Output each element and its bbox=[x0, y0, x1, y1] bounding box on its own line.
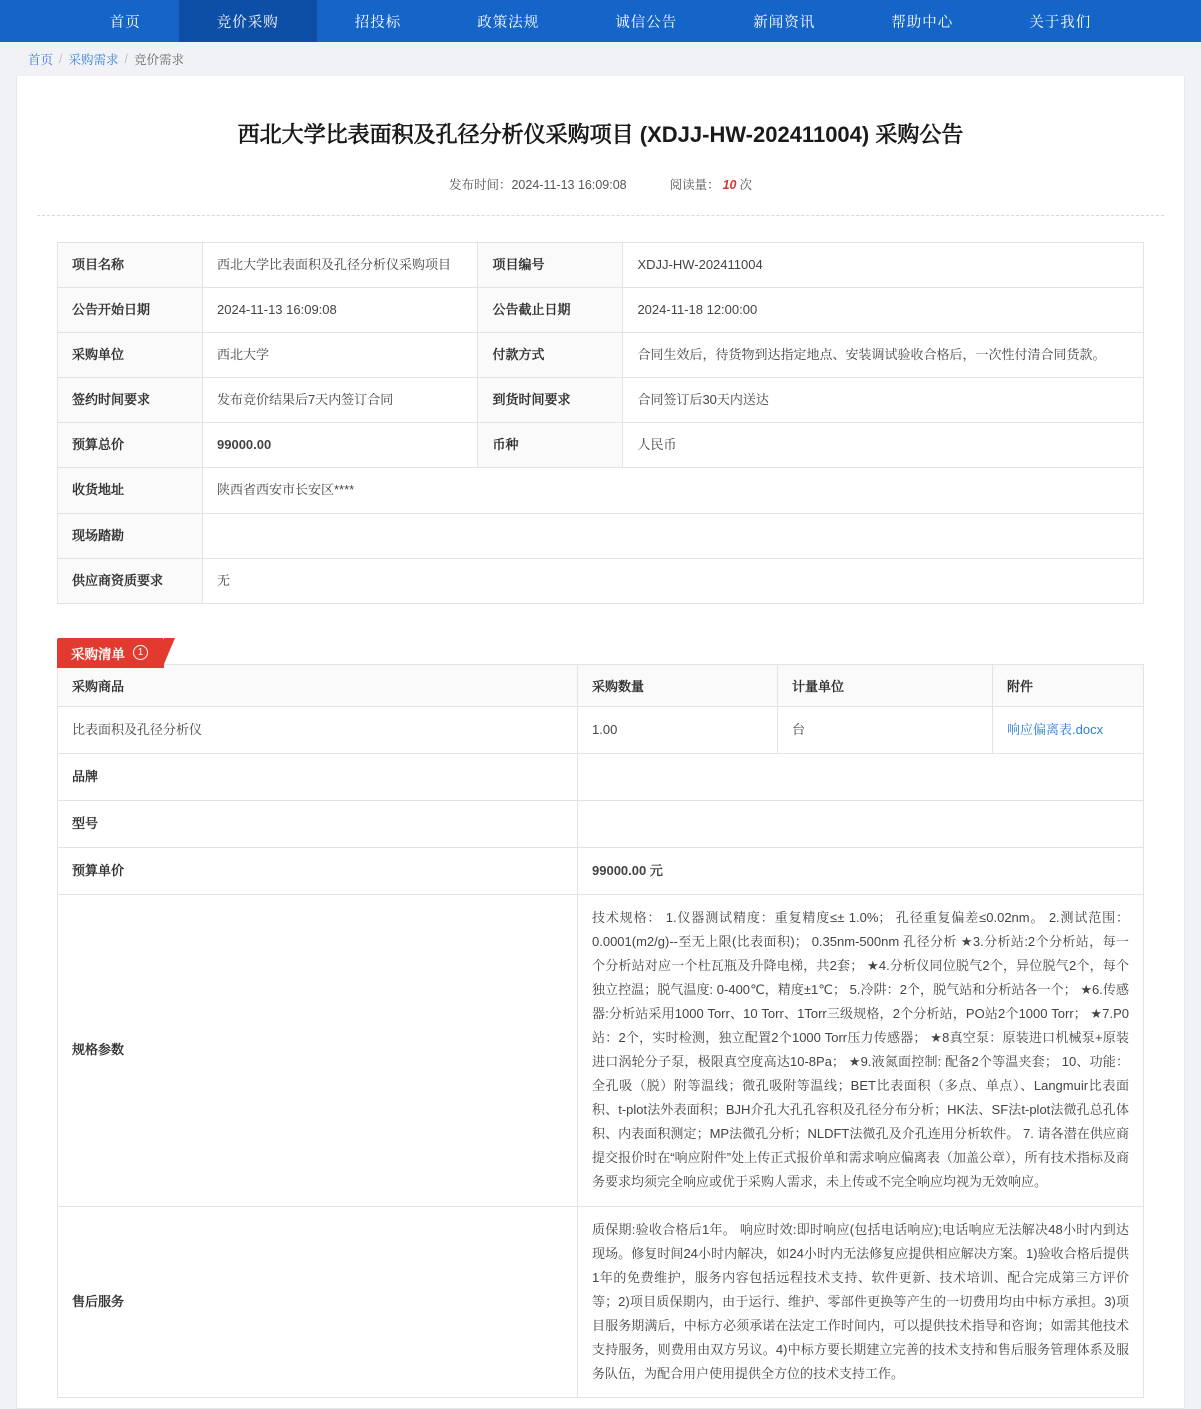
goods-quantity: 1.00 bbox=[578, 706, 778, 753]
label-brand: 品牌 bbox=[58, 753, 578, 800]
label-site-survey: 现场踏勘 bbox=[58, 513, 203, 558]
col-header-goods: 采购商品 bbox=[58, 664, 578, 706]
value-delivery-time: 合同签订后30天内送达 bbox=[623, 378, 1144, 423]
table-row bbox=[58, 847, 1144, 894]
col-header-attachment: 附件 bbox=[993, 664, 1144, 706]
value-unit-price: 99000.00 元 bbox=[578, 847, 1144, 894]
table-row bbox=[58, 513, 1144, 558]
nav-item-about[interactable]: 关于我们 bbox=[1029, 14, 1092, 31]
label-project-name: 项目名称 bbox=[58, 243, 203, 288]
value-purchaser: 西北大学 bbox=[203, 333, 478, 378]
value-payment-method: 合同生效后，待货物到达指定地点、安装调试验收合格后，一次性付清合同货款。 bbox=[623, 333, 1144, 378]
label-specification: 规格参数 bbox=[58, 894, 578, 1206]
table-header-row bbox=[58, 664, 1144, 706]
purchase-list-table bbox=[57, 664, 1144, 1398]
purchase-list-header bbox=[57, 638, 1144, 664]
table-row bbox=[58, 894, 1144, 1206]
goods-unit: 台 bbox=[778, 706, 993, 753]
label-end-date: 公告截止日期 bbox=[478, 288, 623, 333]
breadcrumb-current: 竞价需求 bbox=[134, 53, 185, 67]
breadcrumb-home[interactable]: 首页 bbox=[28, 53, 54, 67]
table-row bbox=[58, 288, 1144, 333]
label-project-code: 项目编号 bbox=[478, 243, 623, 288]
purchase-list-count-badge: 1 bbox=[133, 645, 148, 660]
nav-item-help[interactable]: 帮助中心 bbox=[891, 14, 954, 31]
value-project-name: 西北大学比表面积及孔径分析仪采购项目 bbox=[203, 243, 478, 288]
nav-item-tender[interactable]: 招投标 bbox=[354, 14, 402, 31]
breadcrumb-separator-2: / bbox=[124, 52, 128, 66]
value-site-survey bbox=[203, 513, 1144, 558]
label-payment-method: 付款方式 bbox=[478, 333, 623, 378]
header-divider bbox=[37, 215, 1164, 216]
main-navigation bbox=[0, 0, 1201, 42]
value-delivery-address: 陕西省西安市长安区**** bbox=[203, 468, 1144, 513]
value-end-date: 2024-11-18 12:00:00 bbox=[623, 288, 1144, 333]
breadcrumb-separator: / bbox=[59, 52, 63, 66]
views-unit: 次 bbox=[739, 178, 753, 192]
value-supplier-qualification: 无 bbox=[203, 558, 1144, 603]
views-label: 阅读量： bbox=[669, 178, 720, 192]
attachment-link[interactable]: 响应偏离表.docx bbox=[1007, 721, 1104, 737]
nav-item-policy[interactable]: 政策法规 bbox=[477, 14, 540, 31]
table-row bbox=[58, 333, 1144, 378]
label-currency: 币种 bbox=[478, 423, 623, 468]
purchase-list-label: 采购清单 bbox=[71, 646, 125, 662]
label-after-sales: 售后服务 bbox=[58, 1206, 578, 1397]
breadcrumb-level2[interactable]: 采购需求 bbox=[68, 53, 119, 67]
value-after-sales: 质保期:验收合格后1年。 响应时效:即时响应(包括电话响应);电话响应无法解决48小时内到达现场。修复时间24小时内解决，如24小时内无法修复应提供相应解决方案。1)验收合格后提供1年的免费维护，服务内容包括远程技术支持、软件更新、技术培训、配合完成第三方评价等；2)项目质保期内，由于运行、维护、零部件更换等产生的一切费用均由中标方承担。3)项目服务期满后，中标方必须承诺在法定工作时间内，可以提供技术指导和咨询；如需其他技术支持服务，则费用由双方另议。4)中标方要长期建立完善的技术支持和售后服务管理体系及服务队伍，为配合用户使用提供全方位的技术支持工作。 bbox=[578, 1206, 1144, 1397]
label-model: 型号 bbox=[58, 800, 578, 847]
table-row bbox=[58, 423, 1144, 468]
announcement-page bbox=[16, 76, 1185, 1409]
nav-item-home[interactable]: 首页 bbox=[109, 14, 141, 31]
table-row bbox=[58, 243, 1144, 288]
page-title: 西北大学比表面积及孔径分析仪采购项目 (XDJJ-HW-202411004) 采购公告 bbox=[237, 122, 964, 147]
label-delivery-address: 收货地址 bbox=[58, 468, 203, 513]
article-meta bbox=[17, 151, 1184, 215]
col-header-unit: 计量单位 bbox=[778, 664, 993, 706]
goods-attachment-cell bbox=[993, 706, 1144, 753]
value-start-date: 2024-11-13 16:09:08 bbox=[203, 288, 478, 333]
table-row bbox=[58, 800, 1144, 847]
value-specification: 技术规格： 1.仪器测试精度：重复精度≤± 1.0%； 孔径重复偏差≤0.02nm。 2.测试范围： 0.0001(m2/g)--至无上限(比表面积)； 0.35nm-500nm 孔径分析 ★3.分析站:2个分析站，每一个分析站对应一个杜瓦瓶及升降电梯，共2套； ★4.分析仪同位脱气2个，异位脱气2个，每个独立控温；脱气温度: 0-400℃，精度±1℃； 5.冷阱：2个，脱气站和分析站各一个； ★6.传感器:分析站采用1000 Torr、10 Torr、1Torr三级规格，2个分析站，PO站2个1000 Torr； ★7.P0站：2个，实时检测，独立配置2个1000 Torr压力传感器； ★8真空泵：原装进口机械泵+原装进口涡轮分子泵，极限真空度高达10-8Pa； ★9.液氮面控制: 配备2个等温夹套； 10、功能：全孔吸（脱）附等温线；微孔吸附等温线；BET比表面积（多点、单点）、Langmuir比表面积、t-plot法外表面积；BJH介孔大孔孔容积及孔径分布分析；HK法、SF法t-plot法微孔总孔体积、内表面积测定；MP法微孔分析；NLDFT法微孔及介孔连用分析软件。 7. 请各潜在供应商提交报价时在“响应附件”处上传正式报价单和需求响应偏离表（加盖公章），所有技术指标及商务要求均须完全响应或优于采购人需求，未上传或不完全响应均视为无效响应。 bbox=[578, 894, 1144, 1206]
table-row bbox=[58, 558, 1144, 603]
label-unit-price: 预算单价 bbox=[58, 847, 578, 894]
label-delivery-time: 到货时间要求 bbox=[478, 378, 623, 423]
table-row bbox=[58, 1206, 1144, 1397]
label-sign-time: 签约时间要求 bbox=[58, 378, 203, 423]
breadcrumb bbox=[0, 42, 1201, 76]
publish-time-value: 2024-11-13 16:09:08 bbox=[511, 178, 627, 192]
value-budget-total: 99000.00 bbox=[203, 423, 478, 468]
nav-item-credit-notice[interactable]: 诚信公告 bbox=[615, 14, 678, 31]
publish-time-label: 发布时间： bbox=[448, 178, 512, 192]
value-project-code: XDJJ-HW-202411004 bbox=[623, 243, 1144, 288]
value-sign-time: 发布竞价结果后7天内签订合同 bbox=[203, 378, 478, 423]
col-header-qty: 采购数量 bbox=[578, 664, 778, 706]
purchase-list-ribbon bbox=[57, 638, 164, 668]
label-supplier-qualification: 供应商资质要求 bbox=[58, 558, 203, 603]
table-row bbox=[58, 706, 1144, 753]
value-brand bbox=[578, 753, 1144, 800]
goods-name: 比表面积及孔径分析仪 bbox=[58, 706, 578, 753]
views-count: 10 bbox=[722, 178, 737, 192]
nav-item-news[interactable]: 新闻资讯 bbox=[753, 14, 816, 31]
table-row bbox=[58, 753, 1144, 800]
table-row bbox=[58, 468, 1144, 513]
project-info-table bbox=[57, 242, 1144, 604]
label-start-date: 公告开始日期 bbox=[58, 288, 203, 333]
value-currency: 人民币 bbox=[623, 423, 1144, 468]
label-purchaser: 采购单位 bbox=[58, 333, 203, 378]
value-model bbox=[578, 800, 1144, 847]
nav-item-bidding-purchase[interactable]: 竞价采购 bbox=[179, 0, 317, 42]
table-row bbox=[58, 378, 1144, 423]
label-budget-total: 预算总价 bbox=[58, 423, 203, 468]
